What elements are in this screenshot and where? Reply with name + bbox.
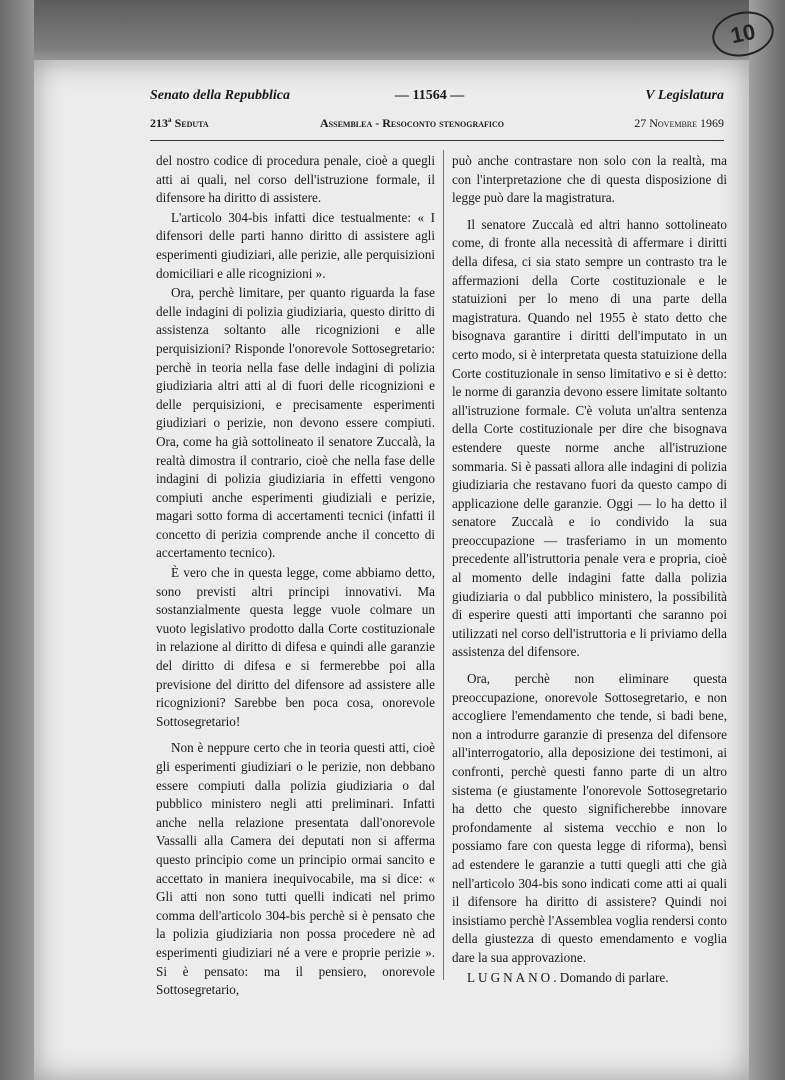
paragraph: Non è neppure certo che in teoria questi atti, cioè gli esperimenti giudiziari o le perizie, non debbano essere compiuti dalla polizia giudiziaria o dal pubblico ministero negli atti preliminari. Infatti anche nella relazione presentata dall'onorevole Vassalli alla Camera dei deputati non si afferma questo principio come un principio ormai sancito e accettato in maniera inequivocabile, ma si dice: « Gli atti non sono tutti quelli indicati nel primo comma dell'articolo 304-bis perchè si è pensato che la polizia giudiziaria non possa procedere nè ad esperimenti giudiziari né a vere e proprie perizie ». Si è pensato: ma il pensiero, onorevole Sottosegretario,	[156, 740, 435, 998]
page-number: — 11564 —	[395, 88, 465, 103]
paragraph: può anche contrastare non solo con la realtà, ma con l'interpretazione che di questa disposizione di legge può dare la magistratura.	[452, 153, 727, 206]
speaker-text: . Domando di parlare.	[553, 969, 669, 985]
paragraph: È vero che in questa legge, come abbiamo detto, sono previsti altri principi innovativi. Ma sostanzialmente questa legge vuole colmare un vuoto legislativo prodotto dalla Corte costituzionale in relazione al diritto di difesa e quindi alle garanzie del diritto di difesa e si fermerebbe poi alla previsione del diritto del difensore ad assistere alle ricognizioni? Sarebbe ben poca cosa, onorevole Sottosegretario!	[156, 565, 435, 729]
session-header	[150, 116, 724, 136]
paragraph: Ora, perchè non eliminare questa preoccupazione, onorevole Sottosegretario, e non accogliere l'emendamento che tende, si badi bene, non a introdurre garanzie di presenza del difensore all'interrogatorio, alla deposizione dei testimoni, ai confronti, perchè questi fanno parte di un altro sistema (e giustamente l'onorevole Sottosegretario ha detto che questo significherebbe innovare profondamente al sistema vecchio e non lo possiamo fare con questa legge di riforma), bensì ad estendere le garanzie a tutti quegli atti che già nell'articolo 304-bis sono indicati come atti ai quali il difensore ha diritto di assistere? Quindi noi insistiamo perchè l'Assemblea voglia rendersi conto della giustezza di questo emendamento e voglia dare la sua approvazione.	[452, 671, 727, 965]
column-divider	[443, 150, 444, 980]
institution-name: Senato della Repubblica	[150, 88, 290, 103]
legislature-label: V Legislatura	[645, 88, 724, 103]
paragraph: Il senatore Zuccalà ed altri hanno sottolineato come, di fronte alla necessità di affermare i diritti della difesa, ci sia stato sempre un contrasto tra le affermazioni della Corte costituzionale e le statuizioni per lo meno di una parte della magistratura. Quando nel 1955 è stato detto che bisognava garantire i diritti dell'imputato in un certo modo, si è interpretata questa statuizione della Corte costituzionale in senso limitativo e si è detto: le norme di garanzia devono essere limitate soltanto all'istruzione formale. C'è voluta un'altra sentenza della Corte costituzionale per dire che bisognava estendere queste norme anche all'istruzione sommaria. Si è passati allora alle indagini di polizia giudiziaria che restavano fuori da questo campo di applicazione delle garanzie. Oggi — lo ha detto il senatore Zuccalà e io condivido la sua preoccupazione — trasferiamo in un momento precedente all'istruttoria penale vera e propria, cioè al momento delle indagini fatte dalla polizia giudiziaria o dal pubblico ministero, la possibilità di esperire questi atti importanti che saranno poi utilizzati nel corso dell'istruttoria e li priviamo della assistenza del difensore.	[452, 216, 727, 660]
speaker-name: LUGNANO	[467, 969, 554, 985]
session-number: 213ª Seduta	[150, 116, 209, 130]
right-column	[452, 152, 727, 987]
left-column	[156, 152, 435, 1000]
report-type: Assemblea - Resoconto stenografico	[320, 116, 504, 130]
paragraph: L'articolo 304-bis infatti dice testualmente: « I difensori delle parti hanno diritto di assistere agli esperimenti giudiziari, alle perizie, alle perquisizioni domiciliari e alle ricognizioni ».	[156, 209, 435, 281]
paragraph: del nostro codice di procedura penale, cioè a quegli atti ai quali, nel corso dell'istruzione formale, il difensore ha diritto di assistere.	[156, 153, 435, 206]
paragraph: Ora, perchè limitare, per quanto riguarda la fase delle indagini di polizia giudiziaria, questo diritto di assistenza soltanto alle ricognizioni e alle perquisizioni? Risponde l'onorevole Sottosegretario: perchè in teoria nella fase delle indagini di polizia giudiziaria altri atti al di fuori delle ricognizioni e delle perquisizioni, e precisamente esperimenti giudiziari o perizie, non devono essere compiuti. Ora, come ha già sottolineato il senatore Zuccalà, la realtà dimostra il contrario, cioè che nella fase delle indagini di polizia giudiziaria in effetti vengono compiuti anche esperimenti giudiziali e perizie, magari sotto forma di accertamenti tecnici (infatti il concetto di perizia comprende anche il concetto di accertamento tecnico).	[156, 285, 435, 561]
scan-border-right	[749, 0, 785, 1080]
session-date: 27 Novembre 1969	[634, 116, 724, 130]
running-header	[150, 88, 724, 110]
page-stamp: 10	[708, 6, 778, 62]
scan-border-left	[0, 0, 34, 1080]
header-rule	[150, 140, 724, 141]
speaker-line	[452, 969, 727, 988]
